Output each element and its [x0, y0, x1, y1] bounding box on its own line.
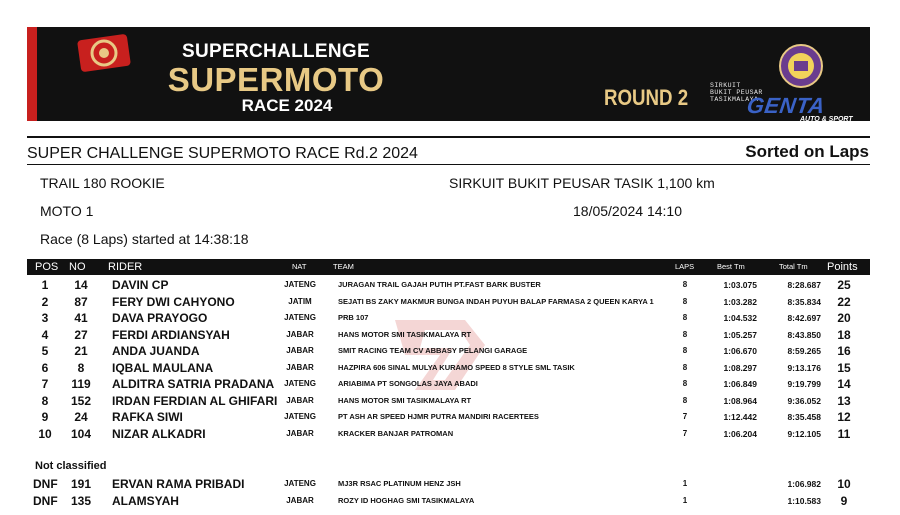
round-label: ROUND 2: [604, 85, 689, 110]
circuit-line: BUKIT PEUSAR: [710, 89, 763, 96]
cell-rider: IQBAL MAULANA: [112, 360, 214, 375]
cell-pos: 1: [41, 278, 49, 292]
header-nat: NAT: [292, 262, 307, 271]
cell-no: 14: [74, 278, 88, 292]
cell-nat: JABAR: [286, 362, 314, 372]
date-time: 18/05/2024 14:10: [573, 203, 682, 219]
cell-no: 41: [74, 311, 88, 325]
cell-nat: JABAR: [286, 395, 314, 405]
cell-best-time: 1:06.204: [723, 428, 757, 439]
header-points: Points: [827, 261, 858, 273]
cell-pos: 6: [41, 360, 49, 375]
cell-team: HAZPIRA 606 SINAL MULYA KURAMO SPEED 8 STYLE SML TASIK: [338, 362, 575, 372]
race-info: Race (8 Laps) started at 14:38:18: [40, 231, 249, 247]
cell-best-time: [709, 493, 757, 509]
cell-no: 119: [71, 377, 91, 391]
circuit-line: SIRKUIT: [710, 82, 741, 89]
cell-laps: 7: [682, 412, 688, 421]
cell-no: 24: [74, 410, 88, 424]
header-best: Best Tm: [717, 262, 745, 271]
sponsor-subtitle: AUTO & SPORT: [800, 116, 853, 121]
header-total: Total Tm: [779, 262, 808, 271]
cell-rider: ALAMSYAH: [112, 493, 179, 508]
cell-points: 13: [837, 393, 851, 408]
cell-pos: 3: [41, 311, 49, 325]
results-table-header: [27, 259, 870, 275]
circuit-name: SIRKUIT BUKIT PEUSAR TASIK 1,100 km: [449, 175, 715, 191]
cell-laps: 8: [682, 313, 688, 322]
cell-best-time: 1:03.282: [723, 296, 757, 307]
cell-points: 11: [837, 426, 851, 441]
cell-total-time: 9:36.052: [787, 395, 821, 406]
cell-team: ARIABIMA PT SONGOLAS JAYA ABADI: [338, 379, 478, 388]
banner-title-line1: SUPERCHALLENGE: [182, 41, 370, 62]
header-divider-bottom: [27, 164, 870, 165]
header-no: NO: [69, 261, 86, 273]
cell-laps: 8: [682, 296, 688, 306]
cell-team: JURAGAN TRAIL GAJAH PUTIH PT.FAST BARK BUSTER: [338, 280, 541, 289]
sort-label: Sorted on Laps: [745, 142, 869, 161]
table-row: [27, 310, 870, 326]
table-row: [27, 393, 870, 409]
cell-nat: JABAR: [286, 329, 314, 339]
cell-best-time: [709, 476, 757, 492]
cell-total-time: 1:06.982: [787, 479, 821, 489]
cell-best-time: 1:04.532: [723, 313, 757, 323]
cell-total-time: 9:13.176: [787, 362, 821, 373]
cell-pos: 9: [41, 410, 49, 424]
document-title: SUPER CHALLENGE SUPERMOTO RACE Rd.2 2024: [27, 145, 418, 162]
cell-laps: 1: [682, 479, 688, 488]
table-row: [27, 327, 870, 343]
cell-best-time: 1:08.964: [723, 395, 757, 406]
cell-nat: JATIM: [288, 296, 312, 306]
cell-best-time: 1:12.442: [723, 412, 757, 422]
banner-accent-stripe: [27, 27, 37, 121]
cell-no: 21: [74, 344, 88, 358]
cell-laps: 8: [682, 362, 688, 372]
cell-team: PRB 107: [338, 313, 369, 322]
cell-rider: IRDAN FERDIAN AL GHIFARI: [112, 393, 278, 408]
cell-pos: 5: [41, 344, 49, 358]
table-row: [27, 409, 870, 425]
cell-nat: JATENG: [284, 379, 316, 388]
header-pos: POS: [35, 261, 59, 273]
cell-nat: JABAR: [286, 346, 314, 355]
cell-rider: ERVAN RAMA PRIBADI: [112, 477, 245, 491]
cell-best-time: 1:05.257: [723, 329, 757, 340]
cell-points: 15: [837, 360, 851, 375]
cell-laps: 8: [682, 329, 688, 339]
cell-pos: 7: [41, 377, 49, 391]
cell-rider: NIZAR ALKADRI: [112, 426, 206, 441]
table-row: [27, 493, 870, 509]
cell-laps: 1: [682, 495, 688, 505]
cell-best-time: 1:08.297: [723, 362, 757, 373]
cell-total-time: 8:42.697: [787, 313, 821, 323]
table-row: [27, 476, 870, 492]
table-row: [27, 277, 870, 293]
cell-rider: DAVIN CP: [112, 278, 169, 292]
cell-no: 27: [74, 327, 88, 342]
banner-title-line3: RACE 2024: [241, 96, 333, 115]
header-rider: RIDER: [108, 261, 143, 273]
table-row: [27, 294, 870, 310]
cell-points: 9: [840, 493, 848, 508]
cell-pos: DNF: [33, 493, 58, 508]
cell-nat: JATENG: [284, 412, 316, 421]
cell-total-time: 1:10.583: [787, 495, 821, 506]
cell-rider: ALDITRA SATRIA PRADANA: [112, 377, 275, 391]
cell-points: 16: [837, 344, 851, 358]
cell-laps: 7: [682, 428, 688, 438]
cell-total-time: 8:35.458: [787, 412, 821, 422]
cell-laps: 8: [682, 379, 688, 388]
cell-no: 8: [77, 360, 85, 375]
cell-total-time: 9:19.799: [787, 379, 821, 389]
cell-best-time: 1:06.670: [723, 346, 757, 356]
banner-title-line2: SUPERMOTO: [167, 61, 385, 98]
cell-team: PT ASH AR SPEED HJMR PUTRA MANDIRI RACERTEES: [338, 412, 539, 421]
cell-points: 25: [837, 278, 851, 292]
cell-no: 104: [70, 426, 92, 441]
cell-points: 18: [837, 327, 851, 342]
cell-no: 135: [70, 493, 92, 508]
table-row: [27, 376, 870, 392]
circuit-line: TASIKMALAYA: [710, 96, 759, 103]
cell-points: 20: [837, 311, 851, 325]
cell-no: 87: [74, 294, 88, 309]
cell-pos: 2: [41, 294, 49, 309]
header-laps: LAPS: [675, 262, 695, 271]
cell-nat: JABAR: [286, 428, 314, 438]
cell-pos: 10: [38, 426, 52, 441]
table-row: [27, 360, 870, 376]
not-classified-label: Not classified: [35, 460, 107, 472]
cell-best-time: 1:06.849: [723, 379, 757, 389]
cell-rider: DAVA PRAYOGO: [112, 311, 208, 325]
cell-nat: JATENG: [284, 280, 316, 289]
cell-rider: FERY DWI CAHYONO: [112, 294, 235, 309]
cell-rider: RAFKA SIWI: [112, 410, 183, 424]
cell-pos: DNF: [33, 477, 58, 491]
cell-pos: 4: [41, 327, 49, 342]
header-team: TEAM: [333, 262, 354, 271]
cell-nat: JATENG: [284, 313, 316, 322]
cell-points: 10: [837, 477, 851, 491]
cell-nat: JABAR: [286, 495, 314, 505]
cell-points: 14: [837, 377, 851, 391]
cell-team: SEJATI BS ZAKY MAKMUR BUNGA INDAH PUYUH BALAP FARMASA 2 QUEEN KARYA 1: [338, 296, 654, 306]
header-divider: [27, 136, 870, 138]
cell-points: 12: [837, 410, 851, 424]
class-name: TRAIL 180 ROOKIE: [40, 175, 165, 191]
cell-team: ROZY ID HOGHAG SMI TASIKMALAYA: [338, 495, 475, 505]
cell-rider: ANDA JUANDA: [112, 344, 200, 358]
cell-total-time: 9:12.105: [787, 428, 821, 439]
cell-no: 152: [70, 393, 92, 408]
cell-team: HANS MOTOR SMI TASIKMALAYA RT: [338, 329, 472, 339]
cell-team: MJ3R RSAC PLATINUM HENZ JSH: [338, 479, 461, 488]
cell-points: 22: [837, 294, 851, 309]
association-emblem-icon: [778, 43, 824, 89]
cell-rider: FERDI ARDIANSYAH: [112, 327, 230, 342]
sponsor-logo: GENTA: [745, 93, 827, 118]
event-banner: [27, 27, 870, 121]
cell-total-time: 8:28.687: [787, 280, 821, 290]
table-row: [27, 426, 870, 442]
cell-best-time: 1:03.075: [723, 280, 757, 290]
cell-laps: 8: [682, 395, 688, 405]
moto-label: MOTO 1: [40, 203, 94, 219]
cell-total-time: 8:35.834: [787, 296, 821, 307]
cell-laps: 8: [682, 346, 688, 355]
cell-total-time: 8:59.265: [787, 346, 821, 356]
cell-laps: 8: [682, 280, 688, 289]
cell-team: KRACKER BANJAR PATROMAN: [338, 428, 454, 438]
cell-team: SMIT RACING TEAM CV ABBASY PELANGI GARAGE: [338, 346, 528, 355]
cell-nat: JATENG: [284, 479, 316, 488]
cell-no: 191: [70, 477, 92, 491]
table-row: [27, 343, 870, 359]
cell-pos: 8: [41, 393, 49, 408]
cell-total-time: 8:43.850: [787, 329, 821, 340]
cell-team: HANS MOTOR SMI TASIKMALAYA RT: [338, 395, 472, 405]
